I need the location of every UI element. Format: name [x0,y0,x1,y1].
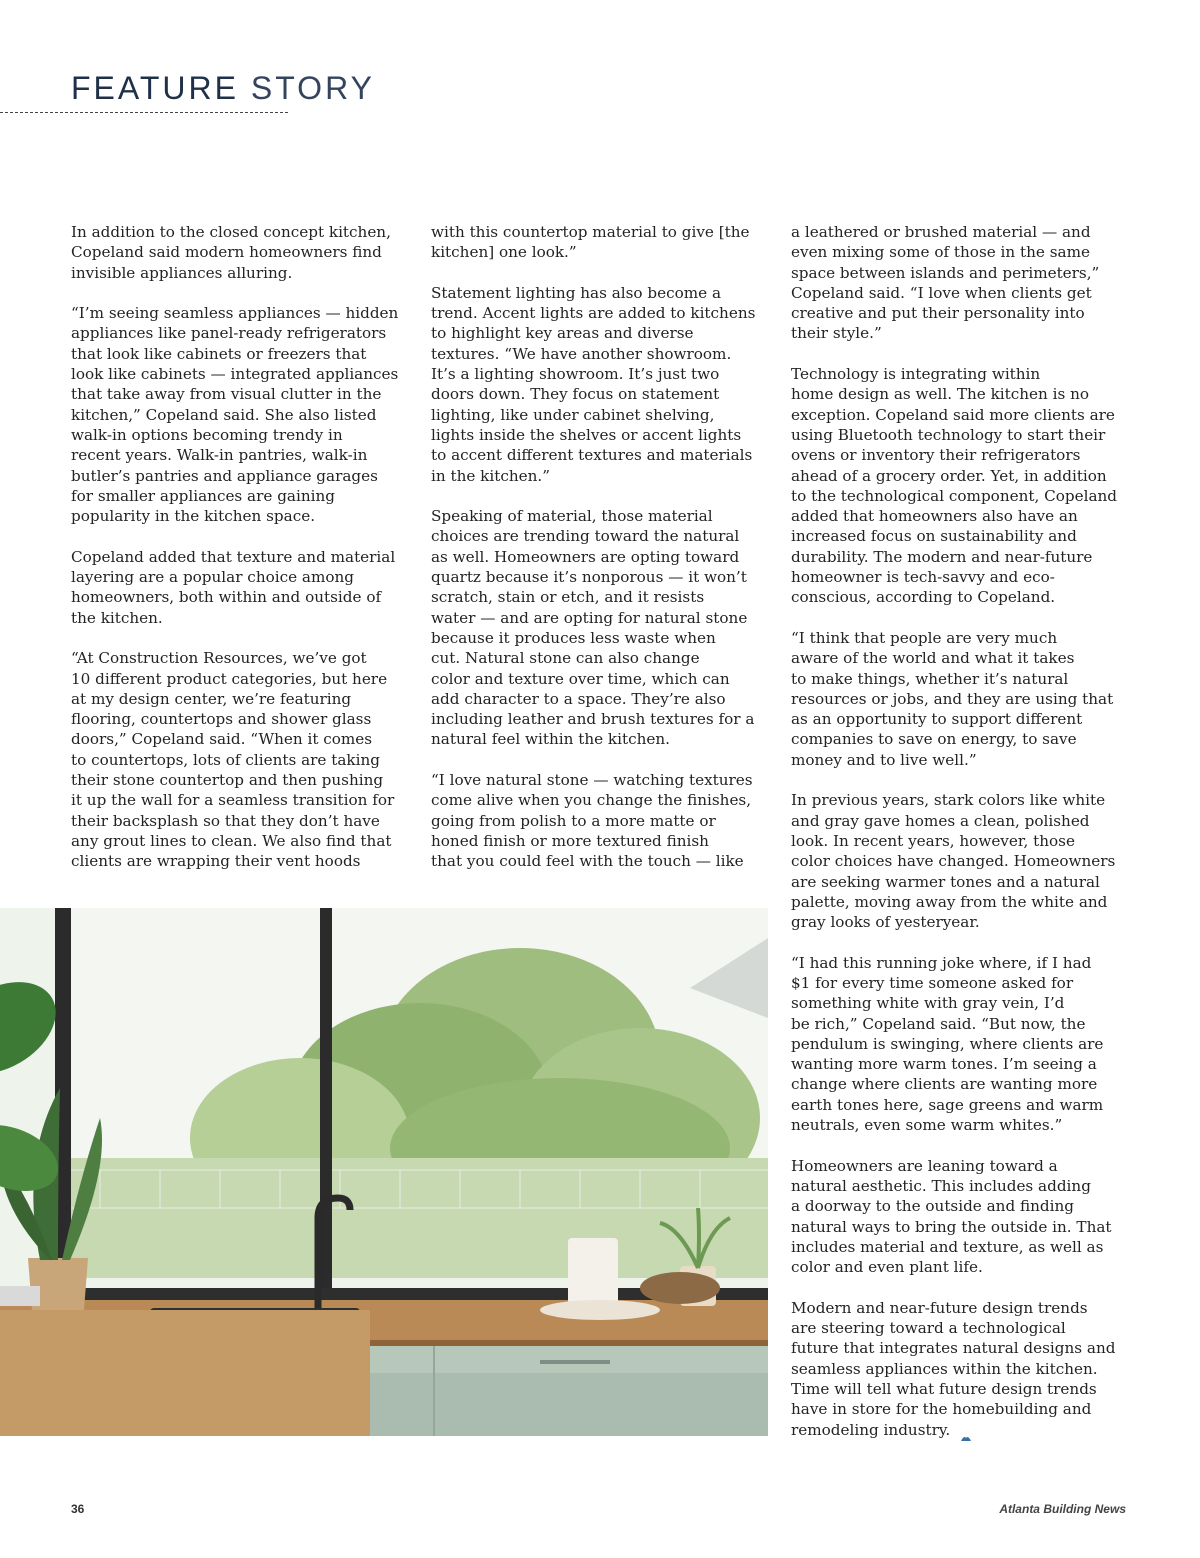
paragraph: with this countertop material to give [the kitchen] one look.” [431,223,750,262]
paragraph: “At Construction Resources, we’ve got 10 different product categories, but here at my design center, we’re featuring flooring, countertops and shower glass doors,” Copeland said. “When it comes to countertops, lots of clients are taking their stone countertop and then pushing it up the wall for a seamless transition for their backsplash so that they don’t have any grout lines to clean. We also find that clients are wrapping their vent hoods [71,649,395,871]
kicker-divider [0,112,288,113]
article-column-1 [71,222,416,892]
page-number: 36 [71,1502,85,1516]
kicker-strong: FEATURE [71,70,239,106]
article-column-2 [431,222,776,892]
kitchen-window-photo [0,908,768,1436]
paragraph: Technology is integrating within home design as well. The kitchen is no exception. Copeland said more clients are using Bluetooth technology to start their ovens or inventory their refrigerators ahead of a grocery order. Yet, in addition to the technological component, Copeland added that homeowners also have an increased focus on sustainability and durability. The modern and near-future homeowner is tech-savvy and eco- conscious, according to Copeland. [791,365,1118,607]
paragraph: a leathered or brushed material — and even mixing some of those in the same space between islands and perimeters,” Copeland said. “I love when clients get creative and put their personality into their style.” [791,223,1100,343]
paragraph: Copeland added that texture and material layering are a popular choice among homeowners, both within and outside of the kitchen. [71,547,396,627]
paragraph: Statement lighting has also become a trend. Accent lights are added to kitchens to highlight key areas and diverse textures. “We have another showroom. It’s a lighting showroom. It’s just two doors down. They focus on statement lighting, like under cabinet shelving, lights inside the shelves or accent lights to accent different textures and materials in the kitchen.” [431,283,756,485]
paragraph: “I’m seeing seamless appliances — hidden appliances like panel-ready refrigerators that look like cabinets or freezers that look like cabinets — integrated appliances that take away from visual clutter in the kitchen,” Copeland said. She also listed walk-in options becoming trendy in recent years. Walk-in pantries, walk-in butler’s pantries and appliance garages for smaller appliances are gaining popularity in the kitchen space. [71,304,399,526]
paragraph [791,1298,1136,1440]
paragraph: “I had this running joke where, if I had $1 for every time someone asked for something white with gray vein, I’d be rich,” Copeland said. “But now, the pendulum is swinging, where clients are wanting more warm tones. I’m seeing a change where clients are wanting more earth tones here, sage greens and warm neutrals, even some warm whites.” [791,953,1104,1135]
closing-paragraph-text: Modern and near-future design trends are steering toward a technological future that integrates natural designs and seamless appliances within the kitchen. Time will tell what future design trends have in store for the homebuilding and remodeling industry. [791,1298,1116,1439]
end-mark-icon [960,1427,972,1435]
paragraph: In addition to the closed concept kitchen, Copeland said modern homeowners find invisible appliances alluring. [71,223,391,282]
article-column-3 [791,222,1136,1460]
paragraph: Speaking of material, those material choices are trending toward the natural as well. Homeowners are opting toward quartz because it’s nonporous — it won’t scratch, stain or etch, and it resists water — and are opting for natural stone because it produces less waste when cut. Natural stone can also change color and texture over time, which can add character to a space. They’re also including leather and brush textures for a natural feel within the kitchen. [431,507,755,749]
paragraph: “I think that people are very much aware of the world and what it takes to make things, whether it’s natural resources or jobs, and they are using that as an opportunity to support different companies to save on energy, to save money and to live well.” [791,628,1114,769]
paragraph: In previous years, stark colors like white and gray gave homes a clean, polished look. In recent years, however, those color choices have changed. Homeowners are seeking warmer tones and a natural palette, moving away from the white and gray looks of yesteryear. [791,791,1116,932]
paragraph: Homeowners are leaning toward a natural aesthetic. This includes adding a doorway to the outside and finding natural ways to bring the outside in. That includes material and texture, as well as color and even plant life. [791,1156,1112,1277]
paragraph: “I love natural stone — watching textures come alive when you change the finishes, going from polish to a more matte or honed finish or more textured finish that you could feel with the touch — like [431,771,753,871]
kicker-light: STORY [250,70,375,106]
section-kicker [71,68,375,108]
publication-name: Atlanta Building News [999,1502,1126,1516]
